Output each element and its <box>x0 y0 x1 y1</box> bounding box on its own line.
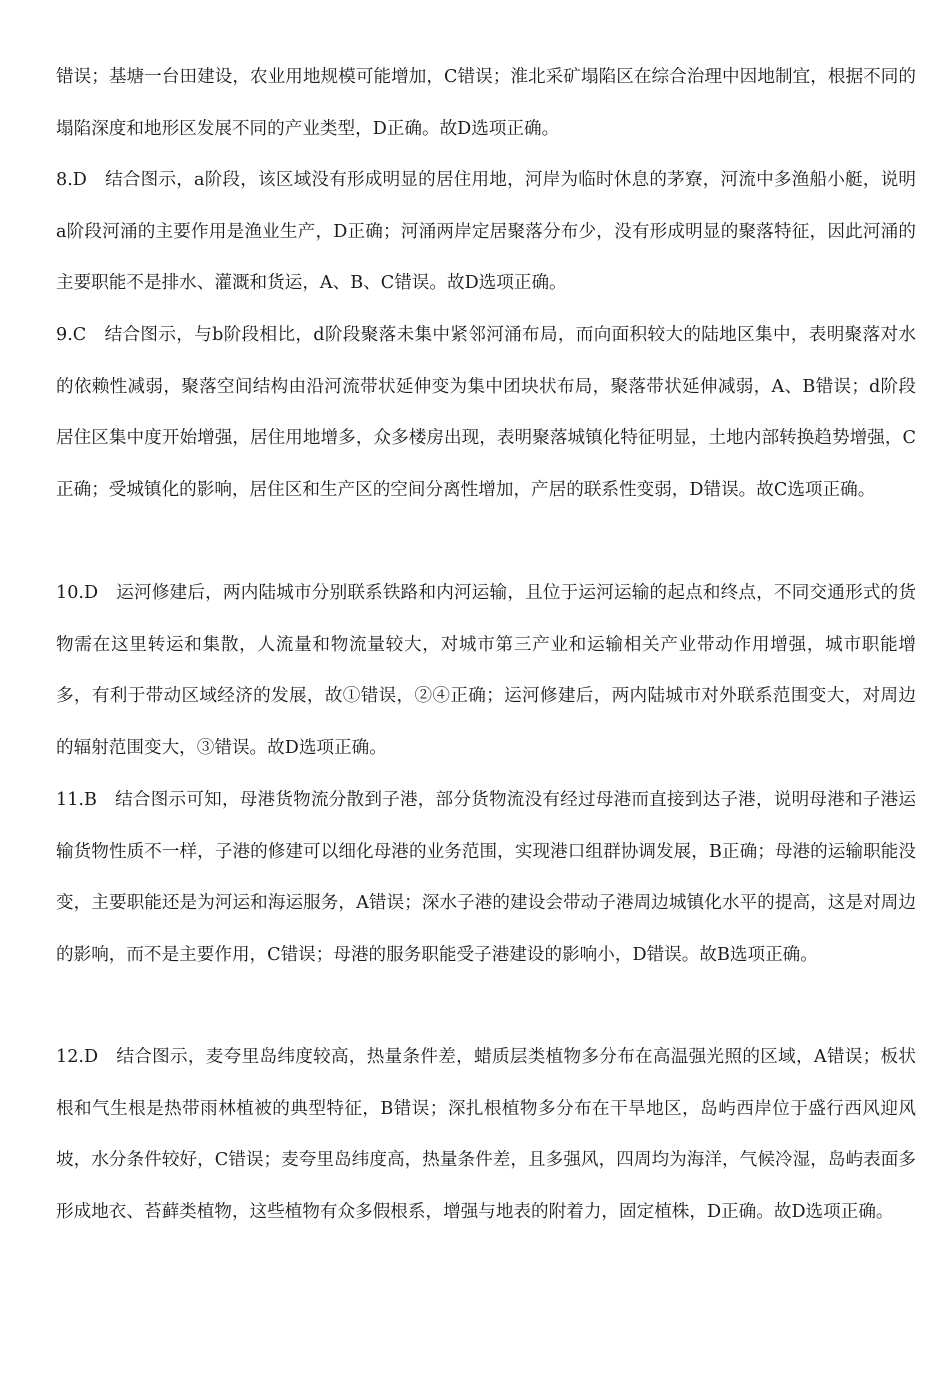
answer-explanation: 结合图示，与b阶段相比，d阶段聚落未集中紧邻河涌布局，而向面积较大的陆地区集中，表明聚落对水的依赖性减弱，聚落空间结构由沿河流带状延伸变为集中团块状布局，聚落带状延伸减弱，A、B错误；d阶段居住区集中度开始增强，居住用地增多，众多楼房出现，表明聚落城镇化特征明显，土地内部转换趋势增强，C正确；受城镇化的影响，居住区和生产区的空间分离性增加，产居的联系性变弱，D错误。故C选项正确。 <box>56 325 916 501</box>
continuation-paragraph <box>56 52 916 155</box>
continuation-text: 错误；基塘一台田建设，农业用地规模可能增加，C错误；淮北采矿塌陷区在综合治理中因地制宜，根据不同的塌陷深度和地形区发展不同的产业类型，D正确。故D选项正确。 <box>56 67 916 139</box>
answer-item-10 <box>56 568 916 775</box>
answer-item-12 <box>56 1032 916 1239</box>
answer-number: 11.B <box>56 790 97 810</box>
answer-explanation: 结合图示，麦夸里岛纬度较高，热量条件差，蜡质层类植物多分布在高温强光照的区域，A错误；板状根和气生根是热带雨林植被的典型特征，B错误；深扎根植物多分布在干旱地区，岛屿西岸位于盛行西风迎风坡，水分条件较好，C错误；麦夸里岛纬度高，热量条件差，且多强风，四周均为海洋，气候冷湿，岛屿表面多形成地衣、苔藓类植物，这些植物有众多假根系，增强与地表的附着力，固定植株，D正确。故D选项正确。 <box>56 1047 916 1223</box>
answer-number: 10.D <box>56 583 99 603</box>
answer-explanation: 结合图示，a阶段，该区域没有形成明显的居住用地，河岸为临时休息的茅寮，河流中多渔船小艇，说明a阶段河涌的主要作用是渔业生产，D正确；河涌两岸定居聚落分布少，没有形成明显的聚落特征，因此河涌的主要职能不是排水、灌溉和货运，A、B、C错误。故D选项正确。 <box>56 170 916 294</box>
answer-number: 8.D <box>56 170 87 190</box>
answer-explanation: 运河修建后，两内陆城市分别联系铁路和内河运输，且位于运河运输的起点和终点，不同交通形式的货物需在这里转运和集散，人流量和物流量较大，对城市第三产业和运输相关产业带动作用增强，城市职能增多，有利于带动区域经济的发展，故①错误，②④正确；运河修建后，两内陆城市对外联系范围变大，对周边的辐射范围变大，③错误。故D选项正确。 <box>56 583 916 759</box>
answer-item-9 <box>56 310 916 517</box>
answer-item-11 <box>56 775 916 982</box>
answer-explanation: 结合图示可知，母港货物流分散到子港，部分货物流没有经过母港而直接到达子港，说明母港和子港运输货物性质不一样，子港的修建可以细化母港的业务范围，实现港口组群协调发展，B正确；母港的运输职能没变，主要职能还是为河运和海运服务，A错误；深水子港的建设会带动子港周边城镇化水平的提高，这是对周边的影响，而不是主要作用，C错误；母港的服务职能受子港建设的影响小，D错误。故B选项正确。 <box>56 790 916 966</box>
answer-item-8 <box>56 155 916 310</box>
answer-number: 12.D <box>56 1047 99 1067</box>
answer-number: 9.C <box>56 325 87 345</box>
